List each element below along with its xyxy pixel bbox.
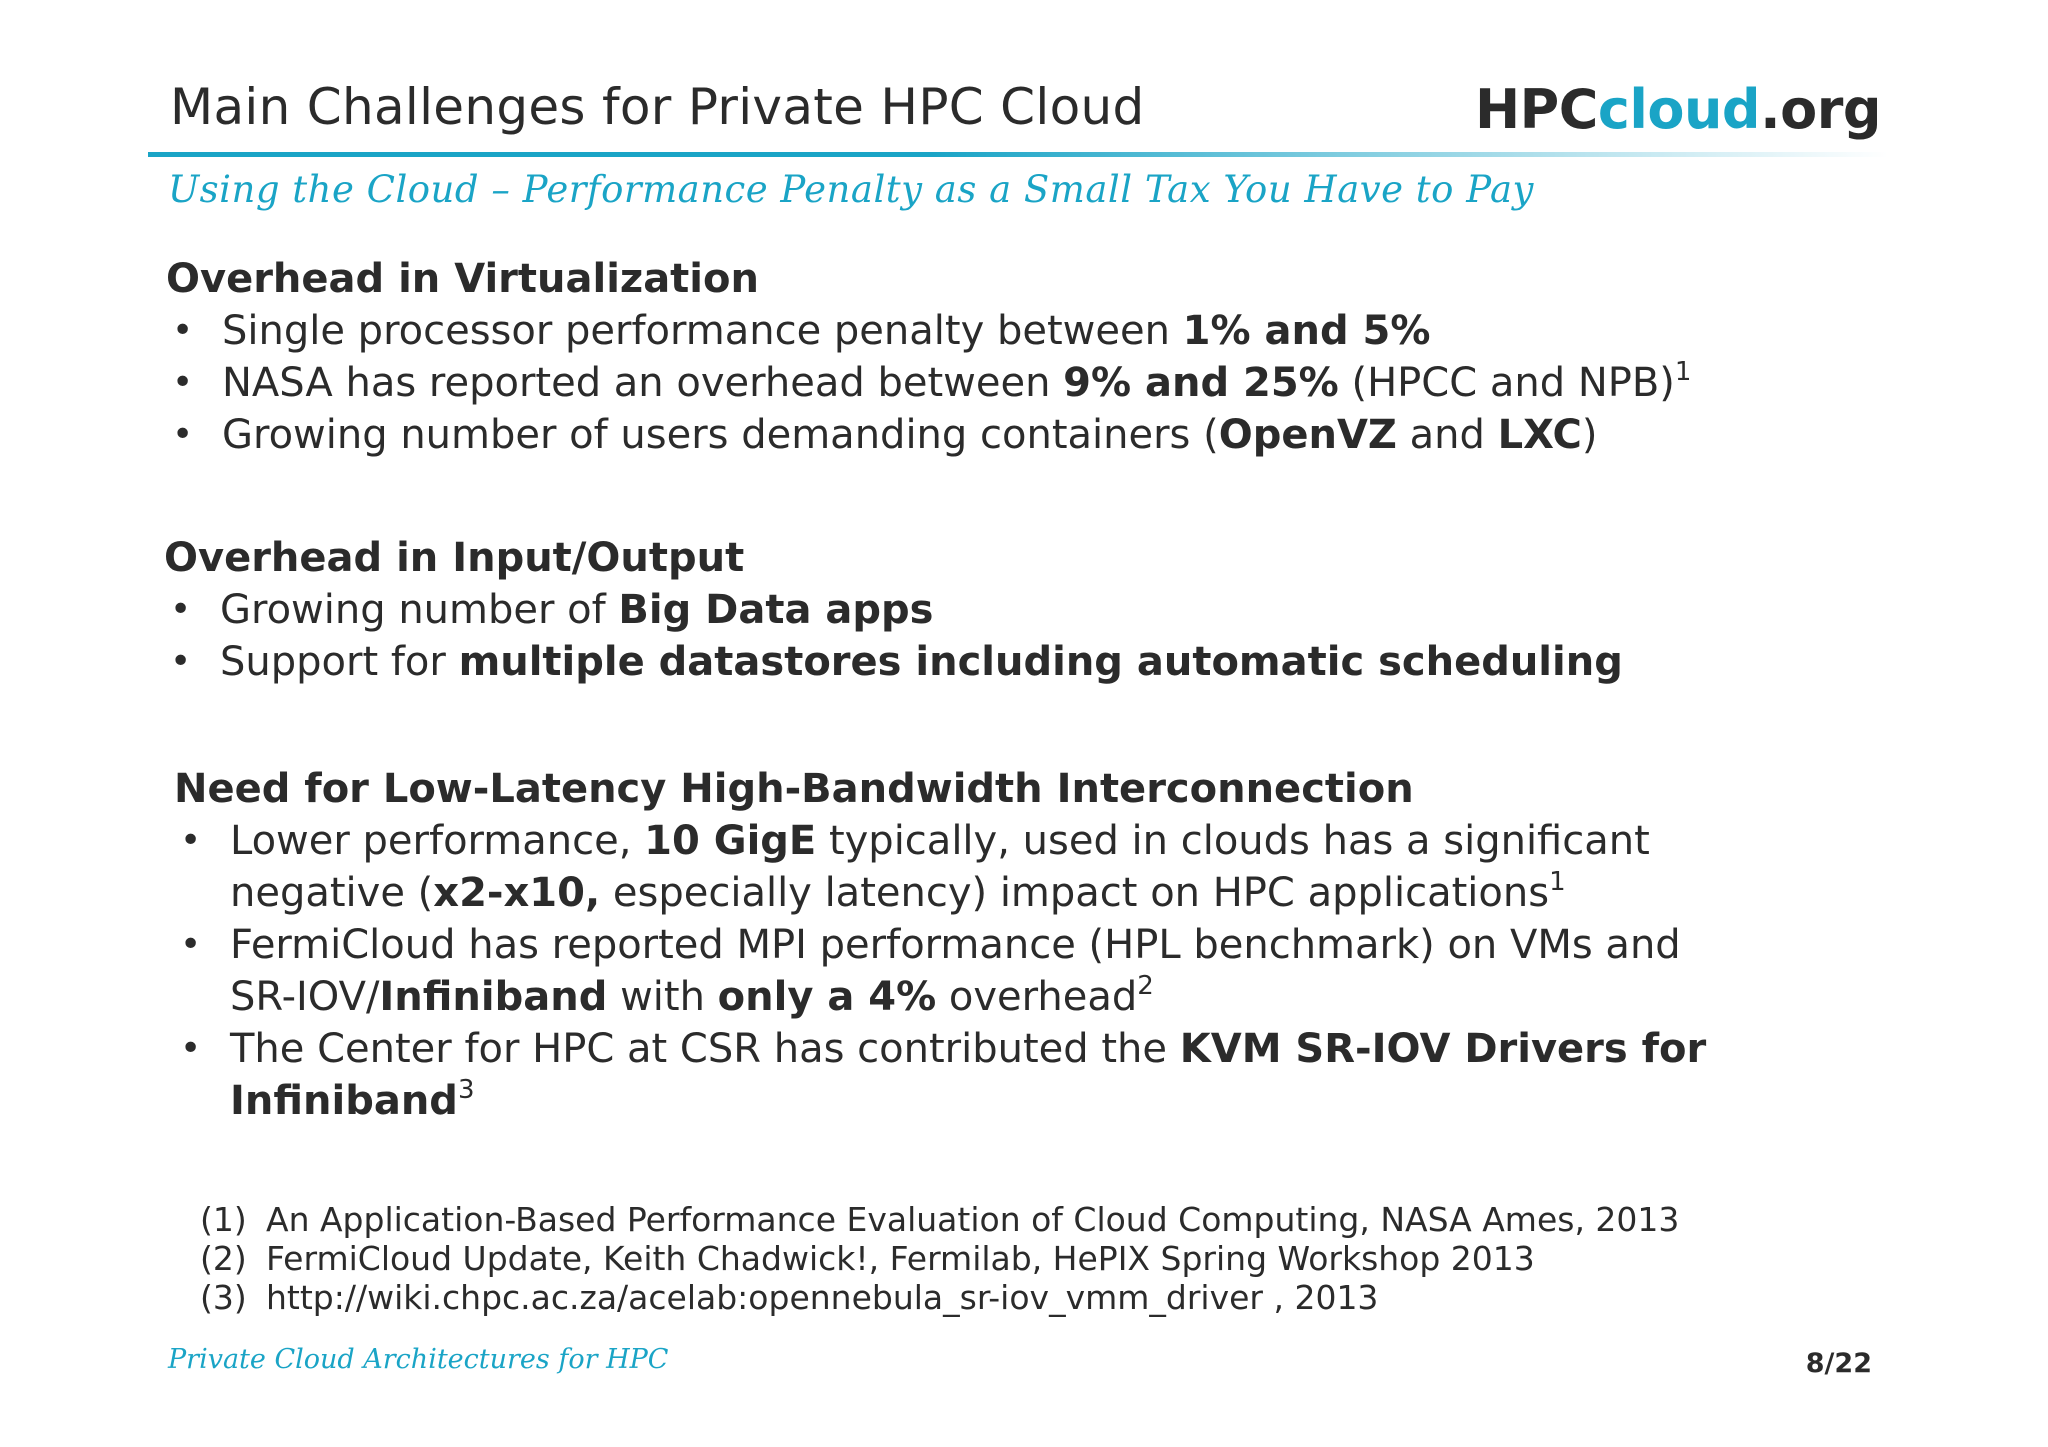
bullet-item xyxy=(174,815,1706,919)
bullet-list xyxy=(164,584,1623,688)
bullet-dot: • xyxy=(180,820,202,861)
bold-text: OpenVZ xyxy=(1218,412,1397,458)
bold-text: 9% and 25% xyxy=(1063,360,1339,406)
bullet-item xyxy=(166,305,1691,357)
bullet-text: FermiCloud has reported MPI performance (HPL benchmark) on VMs and xyxy=(230,922,1681,968)
bullet-text: typically, used in clouds has a significant xyxy=(816,818,1650,864)
references-list xyxy=(200,1200,1679,1317)
footer-caption: Private Cloud Architectures for HPC xyxy=(168,1344,669,1375)
bold-text: Big Data apps xyxy=(618,587,934,633)
slide-title: Main Challenges for Private HPC Cloud xyxy=(170,78,1145,136)
brand-hpc: HPC xyxy=(1474,78,1598,141)
bullet-item xyxy=(174,1023,1706,1127)
reference-text: FermiCloud Update, Keith Chadwick!, Fermilab, HePIX Spring Workshop 2013 xyxy=(266,1239,1535,1278)
brand-org: .org xyxy=(1760,78,1881,141)
slide-subtitle: Using the Cloud – Performance Penalty as a Small Tax You Have to Pay xyxy=(168,168,1534,211)
brand-logo xyxy=(1475,78,1881,141)
bullet-text: with xyxy=(607,974,718,1020)
reference-number: (2) xyxy=(200,1239,247,1278)
reference-item xyxy=(200,1239,1679,1278)
bullet-text: Growing number of users demanding containers ( xyxy=(222,412,1219,458)
bullet-dot: • xyxy=(180,1028,202,1069)
bullet-text: Single processor performance penalty between xyxy=(222,308,1183,354)
reference-item xyxy=(200,1278,1679,1317)
bullet-item xyxy=(164,636,1623,688)
reference-text: http://wiki.chpc.ac.za/acelab:opennebula_sr-iov_vmm_driver , 2013 xyxy=(266,1278,1379,1317)
bullet-text: (HPCC and NPB) xyxy=(1338,360,1675,406)
brand-cloud: cloud xyxy=(1597,78,1761,141)
bullet-list xyxy=(174,815,1706,1127)
bullet-text: The Center for HPC at CSR has contributed the xyxy=(230,1026,1180,1072)
bullet-dot: • xyxy=(172,362,194,403)
bold-text: only a 4% xyxy=(717,974,937,1020)
bullet-item xyxy=(166,357,1691,409)
section-heading: Need for Low-Latency High-Bandwidth Interconnection xyxy=(174,766,1414,812)
reference-item xyxy=(200,1200,1679,1239)
bullet-text: SR-IOV/ xyxy=(230,974,380,1020)
section-virtualization xyxy=(166,253,1691,461)
bullet-list xyxy=(166,305,1691,461)
footnote-marker: 3 xyxy=(457,1075,475,1105)
bold-text: LXC xyxy=(1497,412,1582,458)
section-heading: Overhead in Input/Output xyxy=(164,535,745,581)
bold-text: Infiniband xyxy=(230,1078,458,1124)
footnote-marker: 1 xyxy=(1674,357,1692,387)
bullet-text: Growing number of xyxy=(220,587,619,633)
page-number: 8/22 xyxy=(1805,1348,1872,1379)
title-divider xyxy=(148,152,1888,157)
bullet-text: overhead xyxy=(936,974,1138,1020)
section-io xyxy=(164,532,1623,688)
bold-text: multiple datastores including automatic scheduling xyxy=(458,639,1623,685)
bullet-text: Lower performance, xyxy=(230,818,645,864)
bullet-text: negative ( xyxy=(230,870,434,916)
bullet-dot: • xyxy=(170,589,192,630)
bullet-text: Support for xyxy=(220,639,459,685)
bold-text: KVM SR-IOV Drivers for xyxy=(1179,1026,1707,1072)
bullet-item xyxy=(166,409,1691,461)
footnote-marker: 1 xyxy=(1549,867,1566,897)
footnote-marker: 2 xyxy=(1137,971,1154,1001)
bold-text: x2-x10, xyxy=(433,870,601,916)
bullet-text: NASA has reported an overhead between xyxy=(222,360,1064,406)
bullet-item xyxy=(174,919,1706,1023)
bold-text: 10 GigE xyxy=(644,818,817,864)
bold-text: Infiniband xyxy=(379,974,608,1020)
bullet-text: and xyxy=(1396,412,1498,458)
bullet-dot: • xyxy=(172,414,194,455)
bullet-dot: • xyxy=(180,924,202,965)
reference-number: (3) xyxy=(200,1278,247,1317)
bullet-dot: • xyxy=(172,310,194,351)
section-heading: Overhead in Virtualization xyxy=(166,256,759,302)
bullet-text: ) xyxy=(1581,412,1598,458)
bullet-text: especially latency) impact on HPC applications xyxy=(600,870,1550,916)
reference-number: (1) xyxy=(200,1200,247,1239)
bullet-dot: • xyxy=(170,641,192,682)
bold-text: 1% and 5% xyxy=(1182,308,1431,354)
reference-text: An Application-Based Performance Evaluation of Cloud Computing, NASA Ames, 2013 xyxy=(266,1200,1680,1239)
section-interconnect xyxy=(174,763,1706,1127)
bullet-item xyxy=(164,584,1623,636)
